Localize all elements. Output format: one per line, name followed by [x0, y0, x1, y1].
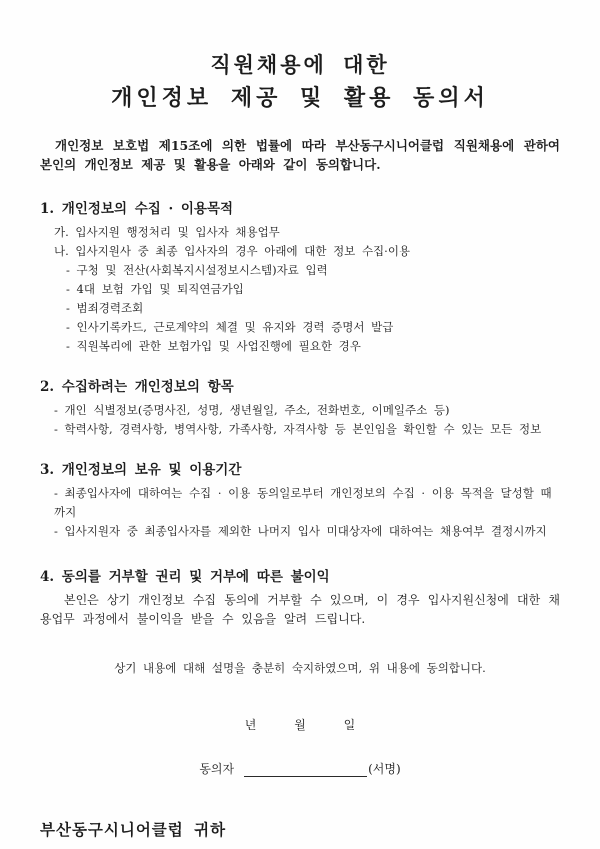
signature-row [40, 760, 560, 777]
date-year-label: 년 [244, 718, 257, 732]
document-title-line2: 개인정보 제공 및 활용 동의서 [111, 85, 489, 111]
section-3-heading: 3. 개인정보의 보유 및 이용기간 [40, 462, 242, 478]
section-collection-purpose [40, 199, 560, 356]
section-1-bullet-2: - 4대 보험 가입 및 퇴직연금가입 [66, 282, 244, 296]
section-3-bullet-2: - 입사지원자 중 최종입사자를 제외한 나머지 입사 미대상자에 대하여는 채용여부 결정시까지 [54, 524, 547, 538]
section-1-bullet-4: - 인사기록카드, 근로계약의 체결 및 유지와 경력 증명서 발급 [66, 320, 394, 334]
signature-label: 동의자 [199, 762, 235, 776]
date-row [40, 716, 560, 733]
section-1-heading: 1. 개인정보의 수집 · 이용목적 [40, 201, 234, 217]
section-2-bullet-1: - 개인 식별정보(증명사진, 성명, 생년월일, 주소, 전화번호, 이메일주소 등) [54, 403, 450, 417]
section-1-bullet-1: - 구청 및 전산(사회복지시설정보시스템)자료 입력 [66, 263, 328, 277]
document-title-line1: 직원채용에 대한 [210, 52, 390, 77]
date-month-label: 월 [294, 718, 306, 732]
intro-paragraph: 개인정보 보호법 제15조에 의한 법률에 따라 부산동구시니어클럽 직원채용에 관하여 본인의 개인정보 제공 및 활용을 아래와 같이 동의합니다. [40, 138, 560, 172]
section-2-bullet-2: - 학력사항, 경력사항, 병역사항, 가족사항, 자격사항 등 본인임을 확인할 수 있는 모든 정보 [54, 422, 542, 436]
section-4-heading: 4. 동의를 거부할 권리 및 거부에 따른 불이익 [40, 569, 330, 585]
section-1-subitem-ga: 가. 입사지원 행정처리 및 입사자 채용업무 [54, 225, 280, 239]
date-day-label: 일 [343, 718, 356, 732]
section-right-to-refuse [40, 567, 560, 629]
acknowledgement-statement: 상기 내용에 대해 설명을 충분히 숙지하였으며, 위 내용에 동의합니다. [114, 661, 486, 675]
section-1-bullet-5: - 직원복리에 관한 보험가입 및 사업진행에 필요한 경우 [66, 339, 361, 353]
document-title [40, 48, 560, 115]
section-4-body: 본인은 상기 개인정보 수집 동의에 거부할 수 있으며, 이 경우 입사지원신청에 대한 채용업무 과정에서 불이익을 받을 수 있음을 알려 드립니다. [40, 593, 560, 626]
section-2-heading: 2. 수집하려는 개인정보의 항목 [40, 379, 234, 395]
section-retention-period [40, 460, 560, 541]
signature-blank-line [244, 763, 367, 777]
section-3-bullet-1: - 최종입사자에 대하여는 수집 · 이용 동의일로부터 개인정보의 수집 · 이용 목적을 달성할 때까지 [54, 486, 552, 519]
recipient-line: 부산동구시니어클럽 귀하 [40, 820, 227, 839]
signature-suffix: (서명) [368, 762, 401, 776]
section-1-bullet-3: - 범죄경력조회 [66, 301, 144, 315]
section-1-subitem-na: 나. 입사지원사 중 최종 입사자의 경우 아래에 대한 정보 수집·이용 [54, 244, 411, 258]
section-collected-items [40, 377, 560, 439]
